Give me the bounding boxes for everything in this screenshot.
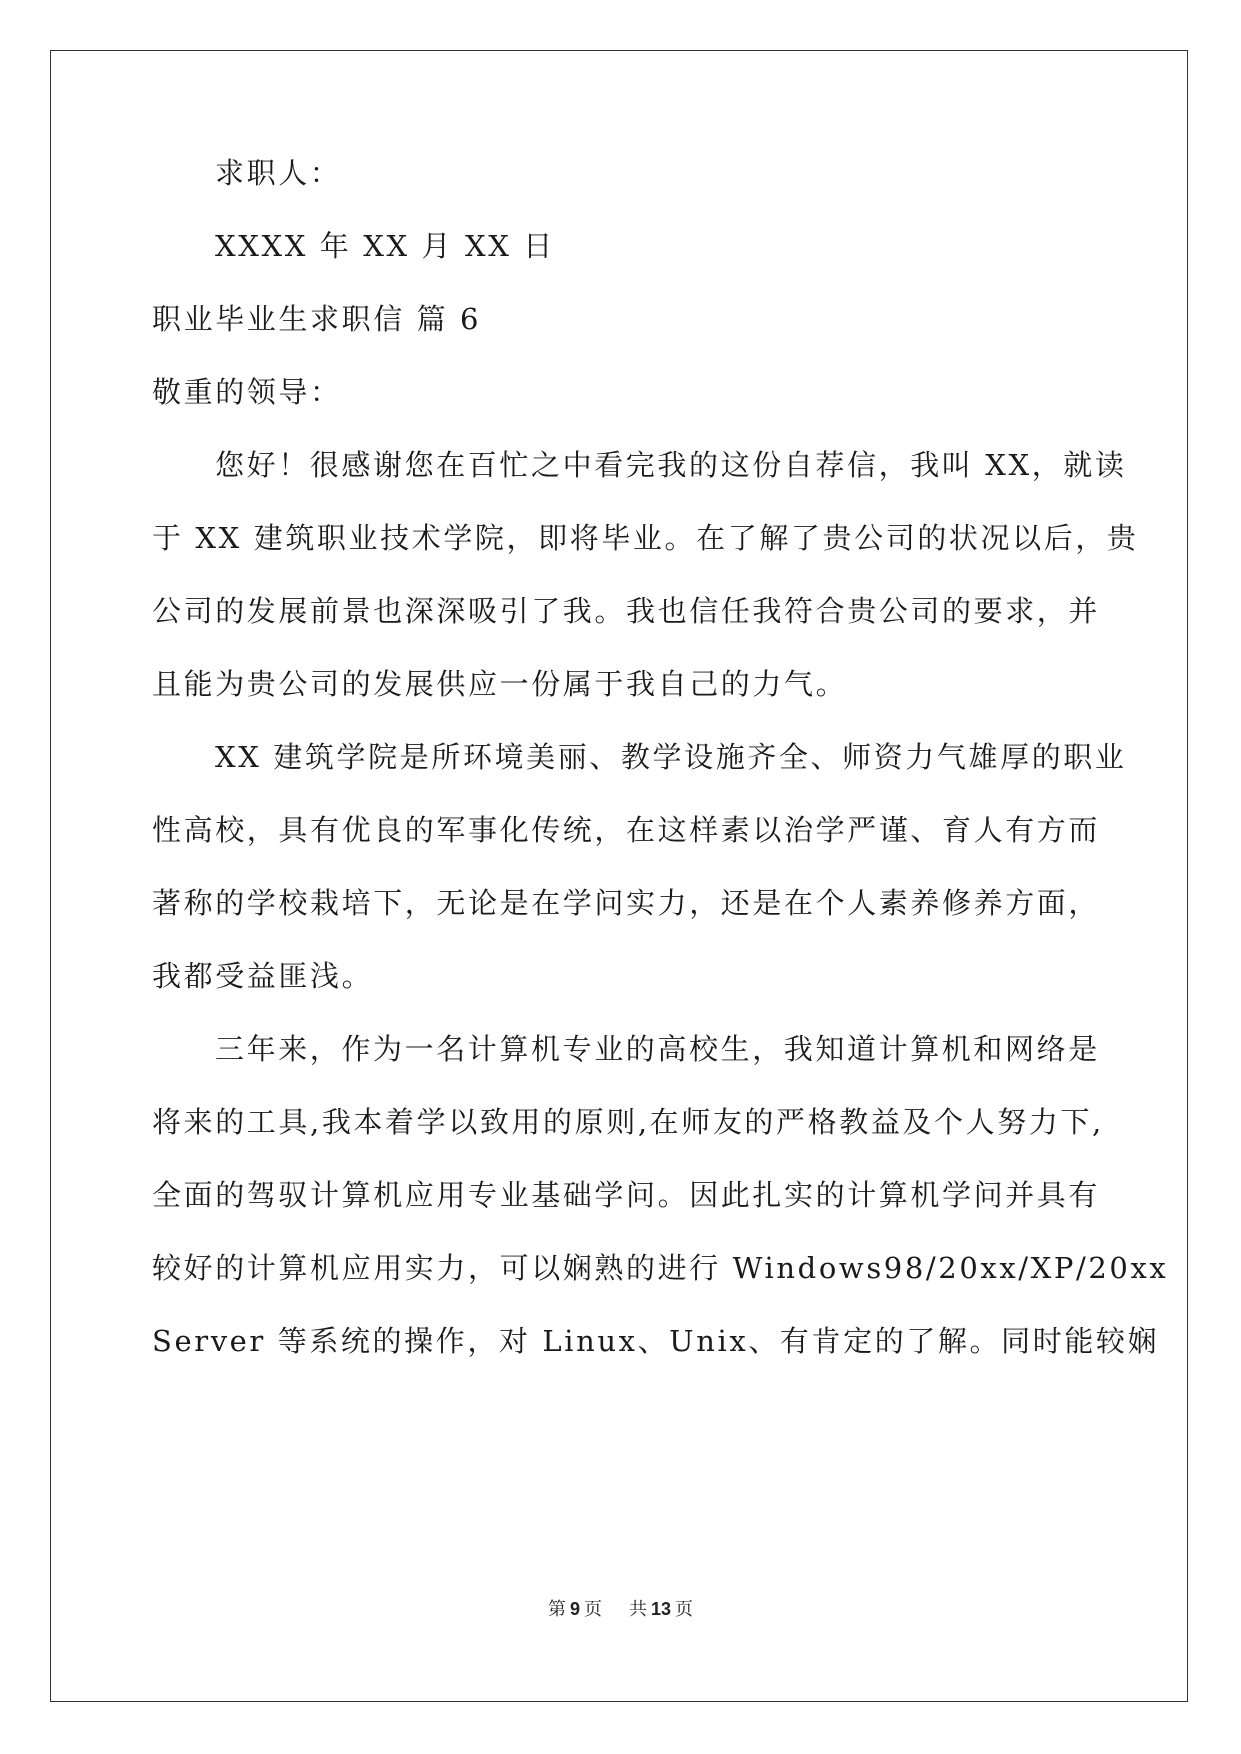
footer-total-prefix: 共: [628, 1599, 647, 1620]
body-line: 且能为贵公司的发展供应一份属于我自己的力气。: [152, 667, 848, 701]
page-border: [50, 50, 1188, 1702]
body-line: 于 XX 建筑职业技术学院，即将毕业。在了解了贵公司的状况以后，贵: [152, 521, 1139, 555]
body-line: 性高校，具有优良的军事化传统，在这样素以治学严谨、育人有方而: [152, 813, 1101, 847]
body-line: 公司的发展前景也深深吸引了我。我也信任我符合贵公司的要求，并: [152, 594, 1101, 628]
body-line: 您好！很感谢您在百忙之中看完我的这份自荐信，我叫 XX，就读: [215, 448, 1127, 482]
body-line: 我都受益匪浅。: [152, 959, 374, 993]
body-line: 著称的学校栽培下，无论是在学问实力，还是在个人素养修养方面，: [152, 886, 1101, 920]
footer-prefix: 第: [548, 1599, 567, 1620]
date-line: XXXX 年 XX 月 XX 日: [215, 229, 555, 263]
salutation: 敬重的领导：: [152, 375, 342, 409]
page-number: 9: [570, 1599, 581, 1619]
body-line: 将来的工具,我本着学以致用的原则,在师友的严格教益及个人努力下,: [152, 1105, 1104, 1139]
body-line: 三年来，作为一名计算机专业的高校生，我知道计算机和网络是: [215, 1032, 1100, 1066]
footer-page-suffix: 页: [584, 1599, 603, 1620]
body-line: 较好的计算机应用实力，可以娴熟的进行 Windows98/20xx/XP/20xx: [152, 1251, 1169, 1285]
total-pages: 13: [650, 1599, 671, 1619]
section-heading: 职业毕业生求职信 篇 6: [152, 302, 482, 336]
page-footer: [0, 1595, 1241, 1621]
body-line: 全面的驾驭计算机应用专业基础学问。因此扎实的计算机学问并具有: [152, 1178, 1101, 1212]
footer-total-suffix: 页: [674, 1599, 693, 1620]
applicant-label: 求职人：: [215, 156, 342, 190]
body-line: Server 等系统的操作，对 Linux、Unix、有肯定的了解。同时能较娴: [152, 1324, 1160, 1358]
body-line: XX 建筑学院是所环境美丽、教学设施齐全、师资力气雄厚的职业: [215, 740, 1127, 774]
